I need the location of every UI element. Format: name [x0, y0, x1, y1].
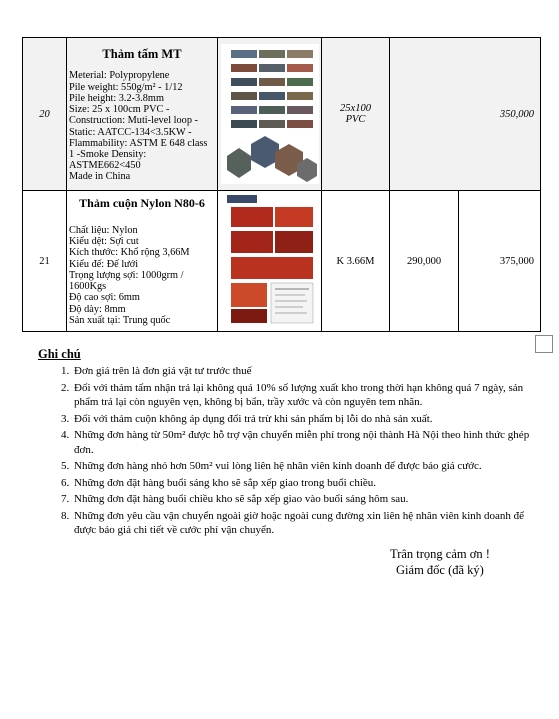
spec-line: Trọng lượng sợi: 1000grm /	[69, 269, 184, 281]
notes-section	[38, 347, 538, 540]
carpet-tiles-image	[221, 44, 319, 184]
note-item: 2. Đối với thảm tấm nhận trả lại không quá 10% số lượng xuất kho trong thời hạn không quá 7 ngày, sản phẩm trả lại còn nguyên vẹn, không bị bẩn, trầy xước và còn nguyên tem nhãn.	[72, 381, 538, 410]
size-line: PVC	[345, 114, 366, 125]
product-size	[322, 38, 390, 191]
product-description	[67, 38, 218, 191]
note-item: 8. Những đơn yêu cầu vận chuyển ngoài giờ hoặc ngoài cung đường xin liên hệ nhân viên kinh doanh để được báo giá chi tiết về cước phí vận chuyển.	[72, 509, 538, 538]
unit-price: 350,000	[390, 38, 541, 191]
spec-line: Size: 25 x 100cm PVC -	[69, 104, 170, 116]
notes-list	[38, 364, 538, 538]
spec-line: Pile weight: 550g/m² - 1/12	[69, 81, 183, 93]
spec-line: Kiểu đế: Đế lưới	[69, 258, 139, 270]
spec-line: ASTME662<450	[69, 160, 141, 172]
spec-line: Made in China	[69, 171, 131, 183]
price-premium: 375,000	[459, 191, 541, 332]
spec-line: Kích thước: Khổ rộng 3,66M	[69, 247, 190, 259]
product-specs	[67, 225, 217, 326]
spec-line: Flammability: ASTM E 648 class	[69, 137, 208, 149]
spec-line: Độ dày: 8mm	[69, 303, 126, 315]
note-item: 4. Những đơn hàng từ 50m² được hỗ trợ vận chuyển miễn phí trong nội thành Hà Nội theo hình thức ghép đơn.	[72, 428, 538, 457]
row-number: 21	[23, 191, 67, 332]
spec-line: Static: AATCC-134<3.5KW -	[69, 126, 192, 138]
spec-line: Chất liệu: Nylon	[69, 225, 138, 237]
product-description	[67, 191, 218, 332]
spec-line: Meterial: Polypropylene	[69, 70, 170, 82]
table-row	[23, 191, 541, 332]
note-item: 6. Những đơn đặt hàng buổi sáng kho sẽ sắp xếp giao trong buổi chiều.	[72, 476, 538, 491]
spec-line: Construction: Muti-level loop -	[69, 115, 198, 127]
thanks-line: Trân trọng cảm ơn !	[390, 547, 490, 561]
product-specs	[67, 70, 217, 182]
signoff	[390, 546, 490, 578]
note-item: 7. Những đơn đặt hàng buổi chiều kho sẽ sắp xếp giao vào buổi sáng hôm sau.	[72, 492, 538, 507]
spec-line: 1600Kgs	[69, 281, 107, 293]
product-title: Thảm cuộn Nylon N80-6	[79, 196, 205, 211]
director-signature-line: Giám đốc (đã ký)	[396, 563, 484, 577]
spec-line: Sản xuất tại: Trung quốc	[69, 314, 171, 326]
spec-line: Pile height: 3.2-3.8mm	[69, 92, 164, 104]
price-table	[22, 37, 541, 332]
product-size: K 3.66M	[322, 191, 390, 332]
note-item: 1. Đơn giá trên là đơn giá vật tư trước thuế	[72, 364, 538, 379]
size-line: 25x100	[340, 103, 371, 114]
red-carpet-image	[221, 191, 319, 331]
note-item: 5. Những đơn hàng nhỏ hơn 50m² vui lòng liên hệ nhân viên kinh doanh để được báo giá cước.	[72, 459, 538, 474]
spec-line: Kiểu dệt: Sợi cut	[69, 236, 139, 248]
notes-title: Ghi chú	[38, 347, 81, 361]
product-image-cell	[218, 191, 322, 332]
spec-line: 1 -Smoke Density:	[69, 148, 147, 160]
table-row	[23, 38, 541, 191]
row-number: 20	[23, 38, 67, 191]
price-standard: 290,000	[390, 191, 459, 332]
note-item: 3. Đối với thảm cuộn không áp dụng đổi trả trừ khi sản phẩm bị lỗi do nhà sản xuất.	[72, 412, 538, 427]
spec-line: Độ cao sợi: 6mm	[69, 292, 140, 304]
product-image-cell	[218, 38, 322, 191]
product-title: Thảm tấm MT	[102, 47, 182, 62]
